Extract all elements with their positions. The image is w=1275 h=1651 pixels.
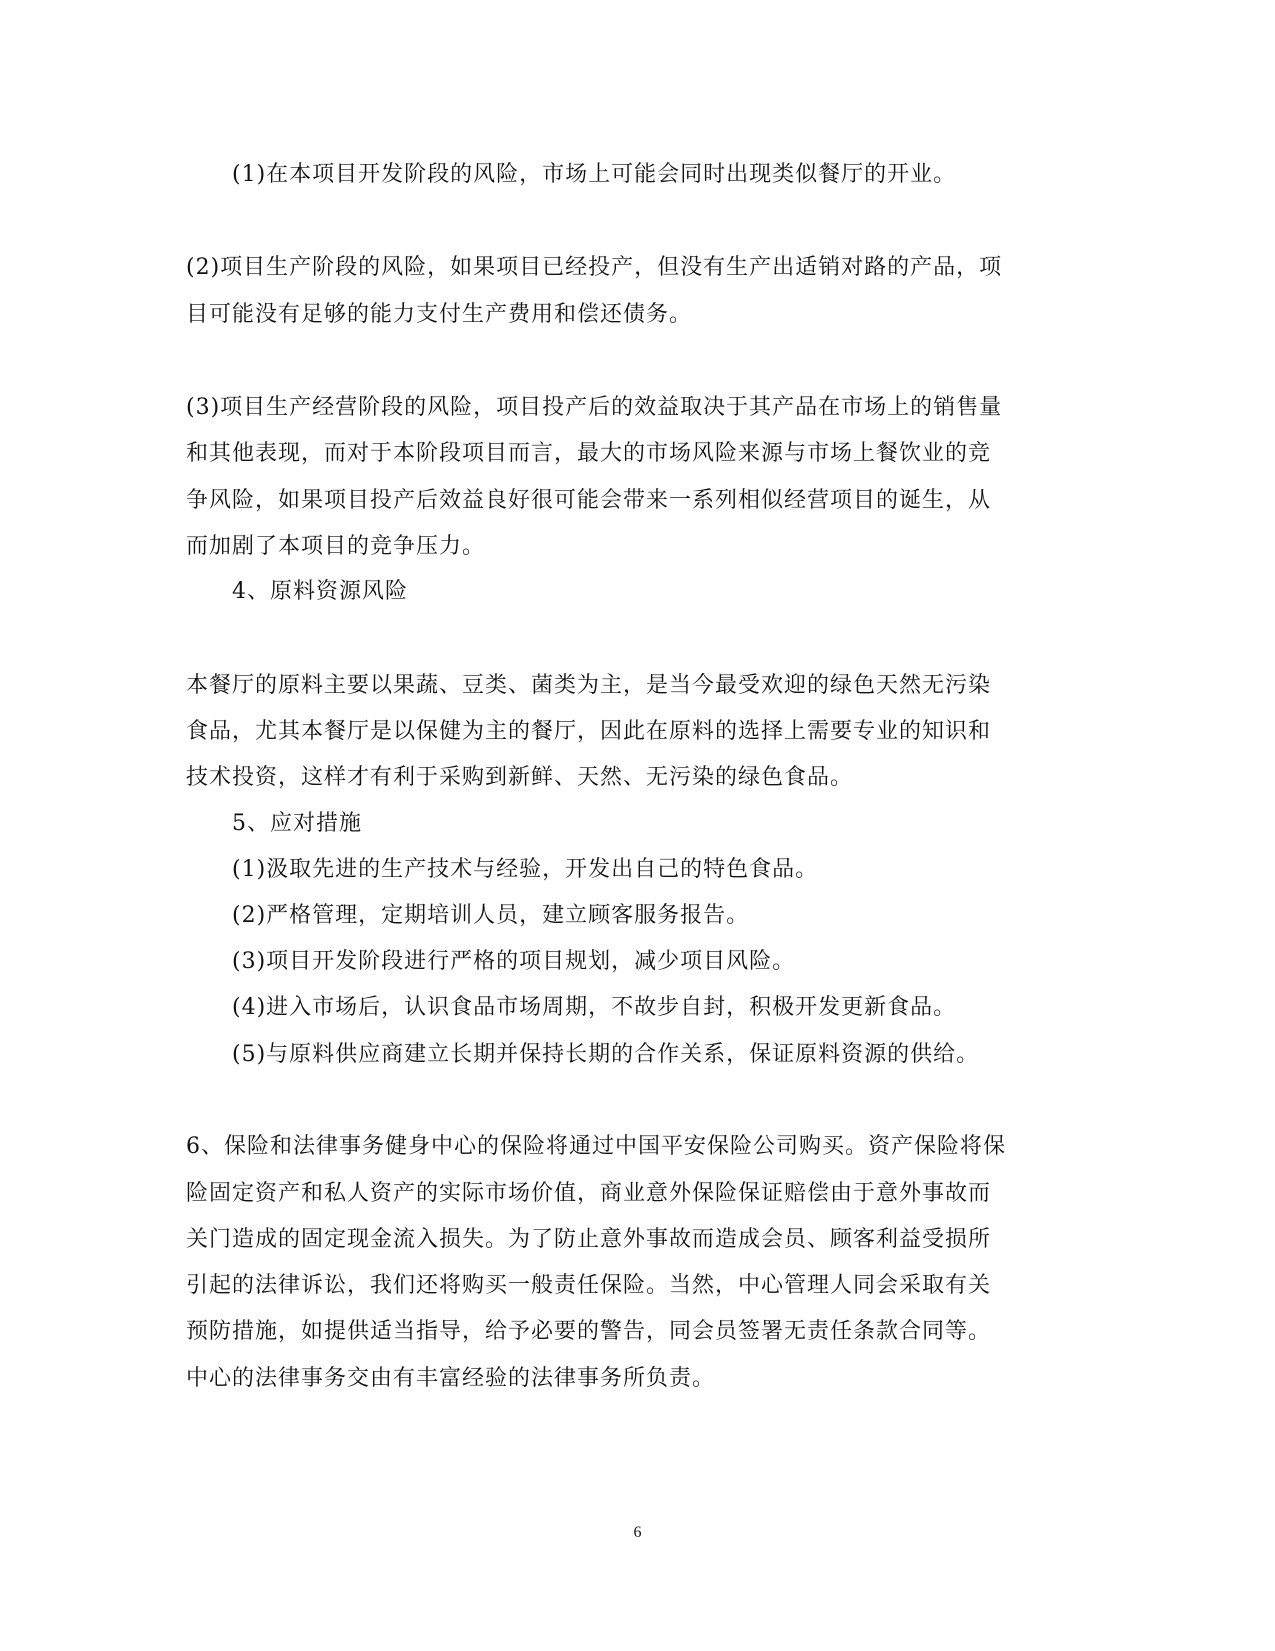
- measure-3: (3)项目开发阶段进行严格的项目规划，减少项目风险。: [232, 949, 796, 974]
- measure-5: (5)与原料供应商建立长期并保持长期的合作关系，保证原料资源的供给。: [232, 1042, 980, 1067]
- page-number: 6: [633, 1524, 642, 1541]
- item-1-3-line-4: 而加剧了本项目的竞争压力。: [186, 534, 486, 559]
- item-1-2-line-2: 目可能没有足够的能力支付生产费用和偿还债务。: [186, 302, 693, 327]
- measure-4: (4)进入市场后，认识食品市场周期，不故步自封，积极开发更新食品。: [232, 995, 957, 1020]
- item-1-3-line-3: 争风险，如果项目投产后效益良好很可能会带来一系列相似经营项目的诞生，从: [186, 488, 992, 513]
- insurance-line-6: 中心的法律事务交由有丰富经验的法律事务所负责。: [186, 1366, 716, 1391]
- measure-1: (1)汲取先进的生产技术与经验，开发出自己的特色食品。: [232, 857, 819, 882]
- raw-material-line-3: 技术投资，这样才有利于采购到新鲜、天然、无污染的绿色食品。: [186, 765, 854, 790]
- insurance-line-2: 险固定资产和私人资产的实际市场价值，商业意外保险保证赔偿由于意外事故而: [186, 1181, 992, 1206]
- insurance-line-5: 预防措施，如提供适当指导，给予必要的警告，同会员签署无责任条款合同等。: [186, 1319, 992, 1344]
- raw-material-line-2: 食品，尤其本餐厅是以保健为主的餐厅，因此在原料的选择上需要专业的知识和: [186, 719, 992, 744]
- item-1-2-line-1: (2)项目生产阶段的风险，如果项目已经投产，但没有生产出适销对路的产品，项: [186, 255, 1003, 280]
- section-heading-4: 4、原料资源风险: [232, 579, 408, 604]
- section-heading-5: 5、应对措施: [232, 811, 362, 836]
- item-1-3-line-2: 和其他表现，而对于本阶段项目而言，最大的市场风险来源与市场上餐饮业的竞: [186, 441, 992, 466]
- item-1-1-line-1: (1)在本项目开发阶段的风险，市场上可能会同时出现类似餐厅的开业。: [232, 162, 957, 187]
- measure-2: (2)严格管理，定期培训人员，建立顾客服务报告。: [232, 903, 750, 928]
- insurance-line-1: 6、保险和法律事务健身中心的保险将通过中国平安保险公司购买。资产保险将保: [186, 1134, 1006, 1159]
- raw-material-line-1: 本餐厅的原料主要以果蔬、豆类、菌类为主，是当今最受欢迎的绿色天然无污染: [186, 673, 992, 698]
- item-1-3-line-1: (3)项目生产经营阶段的风险，项目投产后的效益取决于其产品在市场上的销售量: [186, 395, 1003, 420]
- insurance-line-3: 关门造成的固定现金流入损失。为了防止意外事故而造成会员、顾客利益受损所: [186, 1227, 992, 1252]
- insurance-line-4: 引起的法律诉讼，我们还将购买一般责任保险。当然，中心管理人同会采取有关: [186, 1273, 992, 1298]
